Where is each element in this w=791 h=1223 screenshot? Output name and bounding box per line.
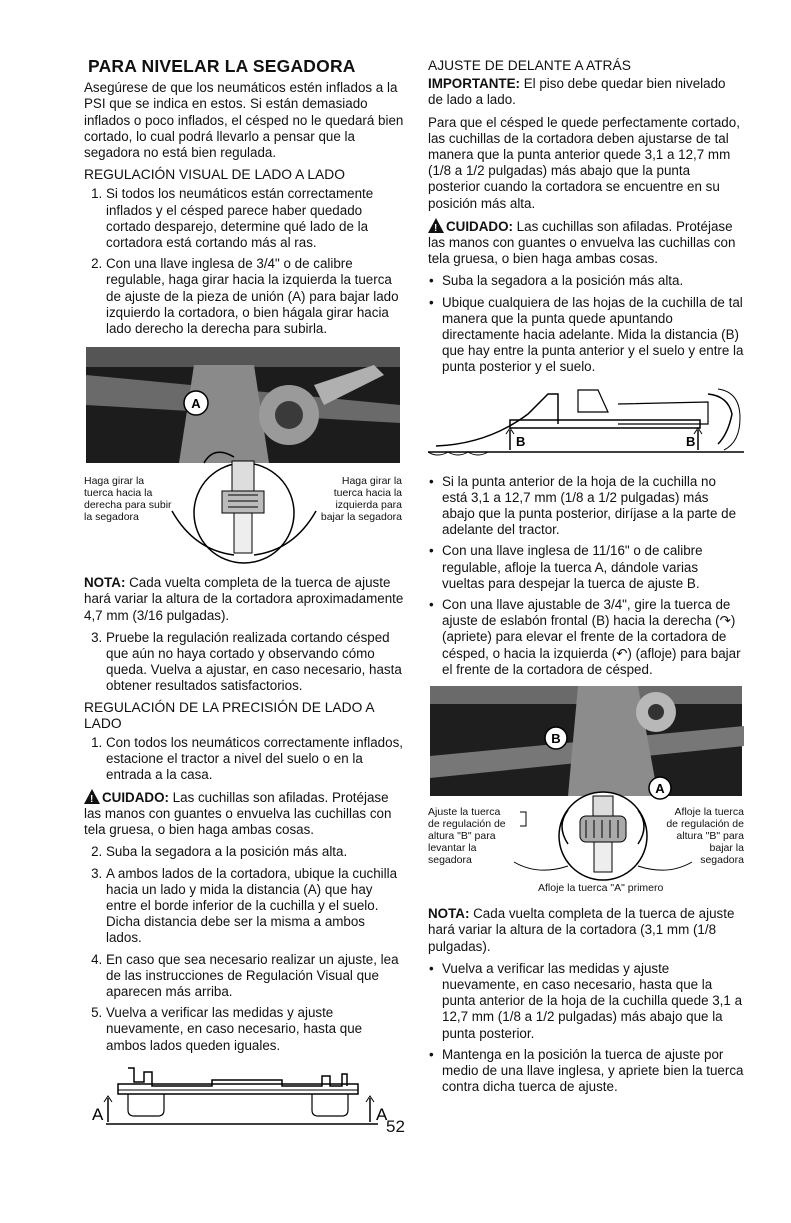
cuidado-paragraph: [84, 789, 404, 839]
bullet-item: • Con una llave ajustable de 3/4", gire la tuerca de ajuste de eslabón frontal (B) hacia la derecha (↷) (apriete) para elevar el frente de la cortadora de césped, o hacia la izquierda (↶) (afloje) para bajar el frente de la cortadora de césped.: [442, 597, 744, 678]
front-back-heading: AJUSTE DE DELANTE A ATRÁS: [428, 58, 631, 73]
fig4-label-a: A: [655, 781, 665, 797]
bullet-item: • Ubique cualquiera de las hojas de la cuchilla de tal manera que la punta quede apuntando directamente hacia adelante. Mida la distancia (B) que hay entre la punta anterior y el suelo y entre la punta posterior y el suelo.: [442, 295, 744, 376]
importante-text: El piso debe quedar bien nivelado de lado a lado.: [428, 76, 726, 108]
blade-tip-paragraph: Para que el césped le quede perfectamente cortado, las cuchillas de la cortadora deben ajustarse de tal manera que la punta anterior quede 3,1 a 12,7 mm (1/8 a 1/2 pulgadas) más abajo que la punta posterior cuando la cortadora se encuentre en su posición más alta.: [428, 114, 740, 211]
final-bullets: [428, 961, 744, 1096]
cuidado-paragraph-right: [428, 218, 744, 268]
visual-adjust-heading: REGULACIÓN VISUAL DE LADO A LADO: [84, 167, 345, 183]
bullet-item: • Con una llave inglesa de 11/16" o de calibre regulable, afloje la tuerca A, dándole varias vueltas para despejar la tuerca de ajuste B.: [442, 543, 744, 592]
bullet-item: • Si la punta anterior de la hoja de la cuchilla no está 3,1 a 12,7 mm (1/8 a 1/2 pulgadas) más abajo que la punta posterior, diríjase a la parte de adelante del tractor.: [442, 474, 744, 539]
page-number: 52: [386, 1117, 405, 1136]
warning-icon: !: [428, 218, 444, 233]
nut-adjust-figure: [84, 345, 402, 565]
precision-step1-list: [84, 735, 404, 784]
nota-text-right: Cada vuelta completa de la tuerca de ajuste hará variar la altura de la cortadora (3,1 mm (1/8 pulgadas).: [428, 906, 735, 954]
fig4-caption-left: Ajuste la tuerca de regulación de altura "B" para levantar la segadora: [428, 806, 506, 867]
fig1-caption-left: Haga girar la tuerca hacia la derecha para subir la segadora: [84, 475, 172, 524]
nota-paragraph-right: [428, 906, 744, 955]
intro-paragraph: Asegúrese de que los neumáticos estén inflados a la PSI que se indica en estos. Si están demasiado inflados o poco inflados, el césped no le quedará bien cortado, lo cual podrá llevarlo a pensar que la segadora no está bien regulada.: [84, 80, 404, 161]
visual-step: 3. Pruebe la regulación realizada cortando césped que aún no haya cortado y observando cómo queda. Vuelva a ajustar, en caso necesario, hasta obtener resultados satisfactorios.: [106, 630, 404, 695]
precision-steps-list: [84, 844, 404, 1053]
cuidado-label: CUIDADO:: [102, 789, 169, 805]
nota-paragraph: [84, 575, 404, 624]
section-title: PARA NIVELAR LA SEGADORA: [88, 56, 356, 76]
fig4-caption-right: Afloje la tuerca de regulación de altura "B" para bajar la segadora: [666, 806, 744, 867]
fig1-label-a: A: [191, 396, 201, 412]
precision-step: 2. Suba la segadora a la posición más alta.: [106, 844, 404, 860]
left-column: [84, 50, 404, 1136]
measure-bullets: [428, 273, 744, 375]
bullet-item: • Suba la segadora a la posición más alta.: [442, 273, 744, 289]
fig2-label-a-left: A: [92, 1104, 104, 1124]
fig1-caption-right: Haga girar la tuerca hacia la izquierda para bajar la segadora: [320, 475, 402, 524]
warning-icon: !: [84, 789, 100, 804]
fig3-label-b-right: B: [686, 433, 696, 449]
precision-step: 5. Vuelva a verificar las medidas y ajuste nuevamente, en caso necesario, hasta que ambos lados queden iguales.: [106, 1005, 404, 1054]
mower-linkage-illustration: [84, 345, 402, 565]
adjust-bullets: [428, 474, 744, 678]
nota-label-right: NOTA:: [428, 906, 470, 922]
visual-steps-list: [84, 186, 404, 337]
bullet-item: • Vuelva a verificar las medidas y ajuste nuevamente, en caso necesario, hasta que la punta anterior de la hoja de la cuchilla quede 3,1 a 12,7 mm (1/8 a 1/2 pulgadas) más abajo que la punta posterior.: [442, 961, 744, 1042]
front-link-figure: [428, 686, 744, 896]
fig2-label-a-right: A: [376, 1104, 388, 1124]
right-column: [428, 50, 744, 1100]
importante-paragraph: [428, 76, 744, 108]
bullet-item: • Mantenga en la posición la tuerca de ajuste por medio de una llave inglesa, y apriete bien la tuerca contra dicha tuerca de ajuste.: [442, 1047, 744, 1096]
fig4-caption-bottom: Afloje la tuerca "A" primero: [538, 882, 664, 895]
visual-step: 1. Si todos los neumáticos están correctamente inflados y el césped parece haber quedado cortado desparejo, determine qué lado de la cortadora está cortando más al ras.: [106, 186, 404, 251]
front-back-figure: [428, 384, 744, 464]
nota-text: Cada vuelta completa de la tuerca de ajuste hará variar la altura de la cortadora aproximadamente 4,7 mm (3/16 pulgadas).: [84, 575, 404, 623]
cuidado-label-right: CUIDADO:: [446, 218, 513, 234]
visual-step: 2. Con una llave inglesa de 3/4" o de calibre regulable, haga girar hacia la izquierda la tuerca de ajuste de la pieza de unión (A) para bajar lado izquierdo la cortadora, o bien hágala girar hacia lado derecho la derecha para subirla.: [106, 256, 404, 337]
visual-step3-list: [84, 630, 404, 695]
precision-step: 3. A ambos lados de la cortadora, ubique la cuchilla hacia un lado y mida la distancia (A) que hay entre el borde inferior de la cuchilla y el suelo. Dicha distancia debe ser la misma a ambos lados.: [106, 866, 404, 947]
precision-step: 4. En caso que sea necesario realizar un ajuste, lea de las instrucciones de Regulación Visual que aparecen más arriba.: [106, 952, 404, 1001]
precision-heading: REGULACIÓN DE LA PRECISIÓN DE LADO A LADO: [84, 699, 374, 731]
fig4-label-b: B: [551, 731, 561, 747]
fig3-label-b-left: B: [516, 433, 526, 449]
cuidado-text-right: Las cuchillas son afiladas. Protéjase las manos con guantes o envuelva las cuchillas con tela gruesa, o bien haga ambas cosas.: [428, 218, 736, 267]
importante-label: IMPORTANTE:: [428, 76, 520, 92]
deck-front-back-illustration: [428, 384, 744, 464]
precision-step: 1. Con todos los neumáticos correctamente inflados, estacione el tractor a nivel del suelo o en la entrada a la casa.: [106, 735, 404, 784]
cuidado-text: Las cuchillas son afiladas. Protéjase las manos con guantes o envuelva las cuchillas con tela gruesa, o bien haga ambas cosas.: [84, 789, 392, 838]
nota-label: NOTA:: [84, 575, 126, 591]
